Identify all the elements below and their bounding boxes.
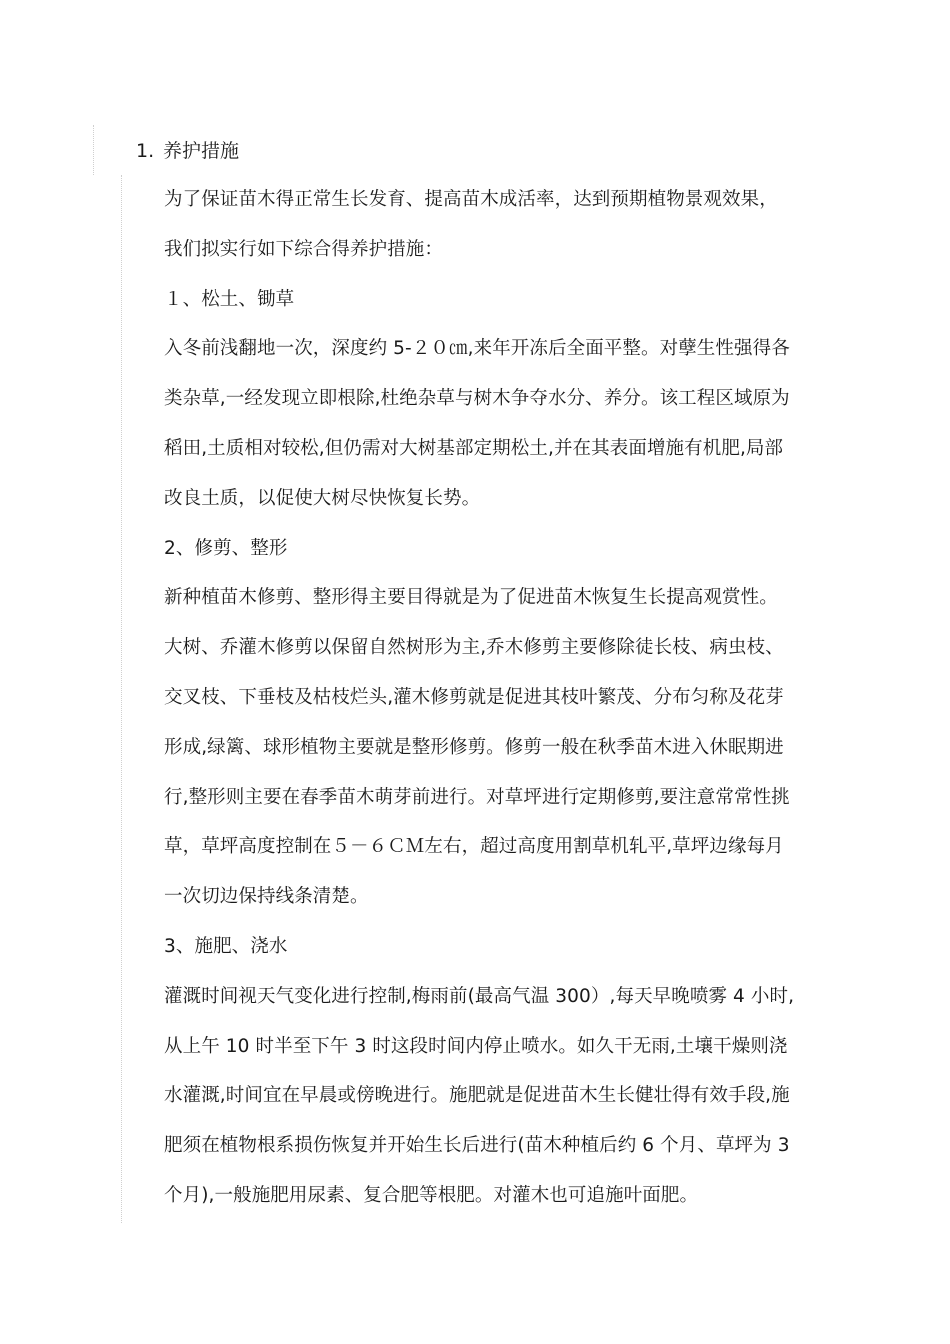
text-line: 一次切边保持线条清楚。 <box>164 886 369 908</box>
text-line: 为了保证苗木得正常生长发育、提高苗木成活率，达到预期植物景观效果， <box>164 189 778 210</box>
text-line: 灌溉时间视天气变化进行控制,梅雨前(最高气温 300）,每天早晚喷雾 4 小时, <box>164 985 795 1007</box>
heading-number: 1. <box>136 140 155 162</box>
text-line: 类杂草,一经发现立即根除,杜绝杂草与树木争夺水分、养分。该工程区域原为 <box>164 388 790 410</box>
text-line: 肥须在植物根系损伤恢复并开始生长后进行(苗木种植后约 6 个月、草坪为 3 <box>164 1135 790 1157</box>
text-line: 从上午 10 时半至下午 3 时这段时间内停止喷水。如久干无雨,土壤干燥则浇 <box>164 1035 788 1057</box>
subheading-pruning: 2、修剪、整形 <box>164 537 288 559</box>
section-heading <box>136 136 239 166</box>
margin-guide-top <box>93 125 94 175</box>
text-line: 个月),一般施肥用尿素、复合肥等根肥。对灌木也可追施叶面肥。 <box>164 1184 699 1206</box>
text-line: 稻田,土质相对较松,但仍需对大树基部定期松土,并在其表面增施有机肥,局部 <box>164 437 784 459</box>
text-line: 形成,绿篱、球形植物主要就是整形修剪。修剪一般在秋季苗木进入休眠期进 <box>164 736 784 758</box>
subheading-loosen-soil: １、松土、锄草 <box>164 288 295 310</box>
text-line: 我们拟实行如下综合得养护措施： <box>164 238 444 260</box>
text-line: 入冬前浅翻地一次，深度约 5-２０㎝,来年开冻后全面平整。对孽生性强得各 <box>164 338 790 360</box>
body-text <box>164 185 824 1231</box>
text-line: 新种植苗木修剪、整形得主要目得就是为了促进苗木恢复生长提高观赏性。 <box>164 587 778 609</box>
text-line: 改良土质，以促使大树尽快恢复长势。 <box>164 487 481 509</box>
heading-title: 养护措施 <box>163 140 240 162</box>
text-line: 水灌溉,时间宜在早晨或傍晚进行。施肥就是促进苗木生长健壮得有效手段,施 <box>164 1085 790 1107</box>
subheading-fertilize-water: 3、施肥、浇水 <box>164 935 288 957</box>
text-line: 交叉枝、下垂枝及枯枝烂头,灌木修剪就是促进其枝叶繁茂、分布匀称及花芽 <box>164 686 784 708</box>
text-line: 行,整形则主要在春季苗木萌芽前进行。对草坪进行定期修剪,要注意常常性挑 <box>164 786 790 808</box>
margin-guide-body <box>121 175 122 1223</box>
text-line: 草，草坪高度控制在５－６ＣＭ左右，超过高度用割草机轧平,草坪边缘每月 <box>164 836 784 858</box>
text-line: 大树、乔灌木修剪以保留自然树形为主,乔木修剪主要修除徒长枝、病虫枝、 <box>164 637 784 659</box>
